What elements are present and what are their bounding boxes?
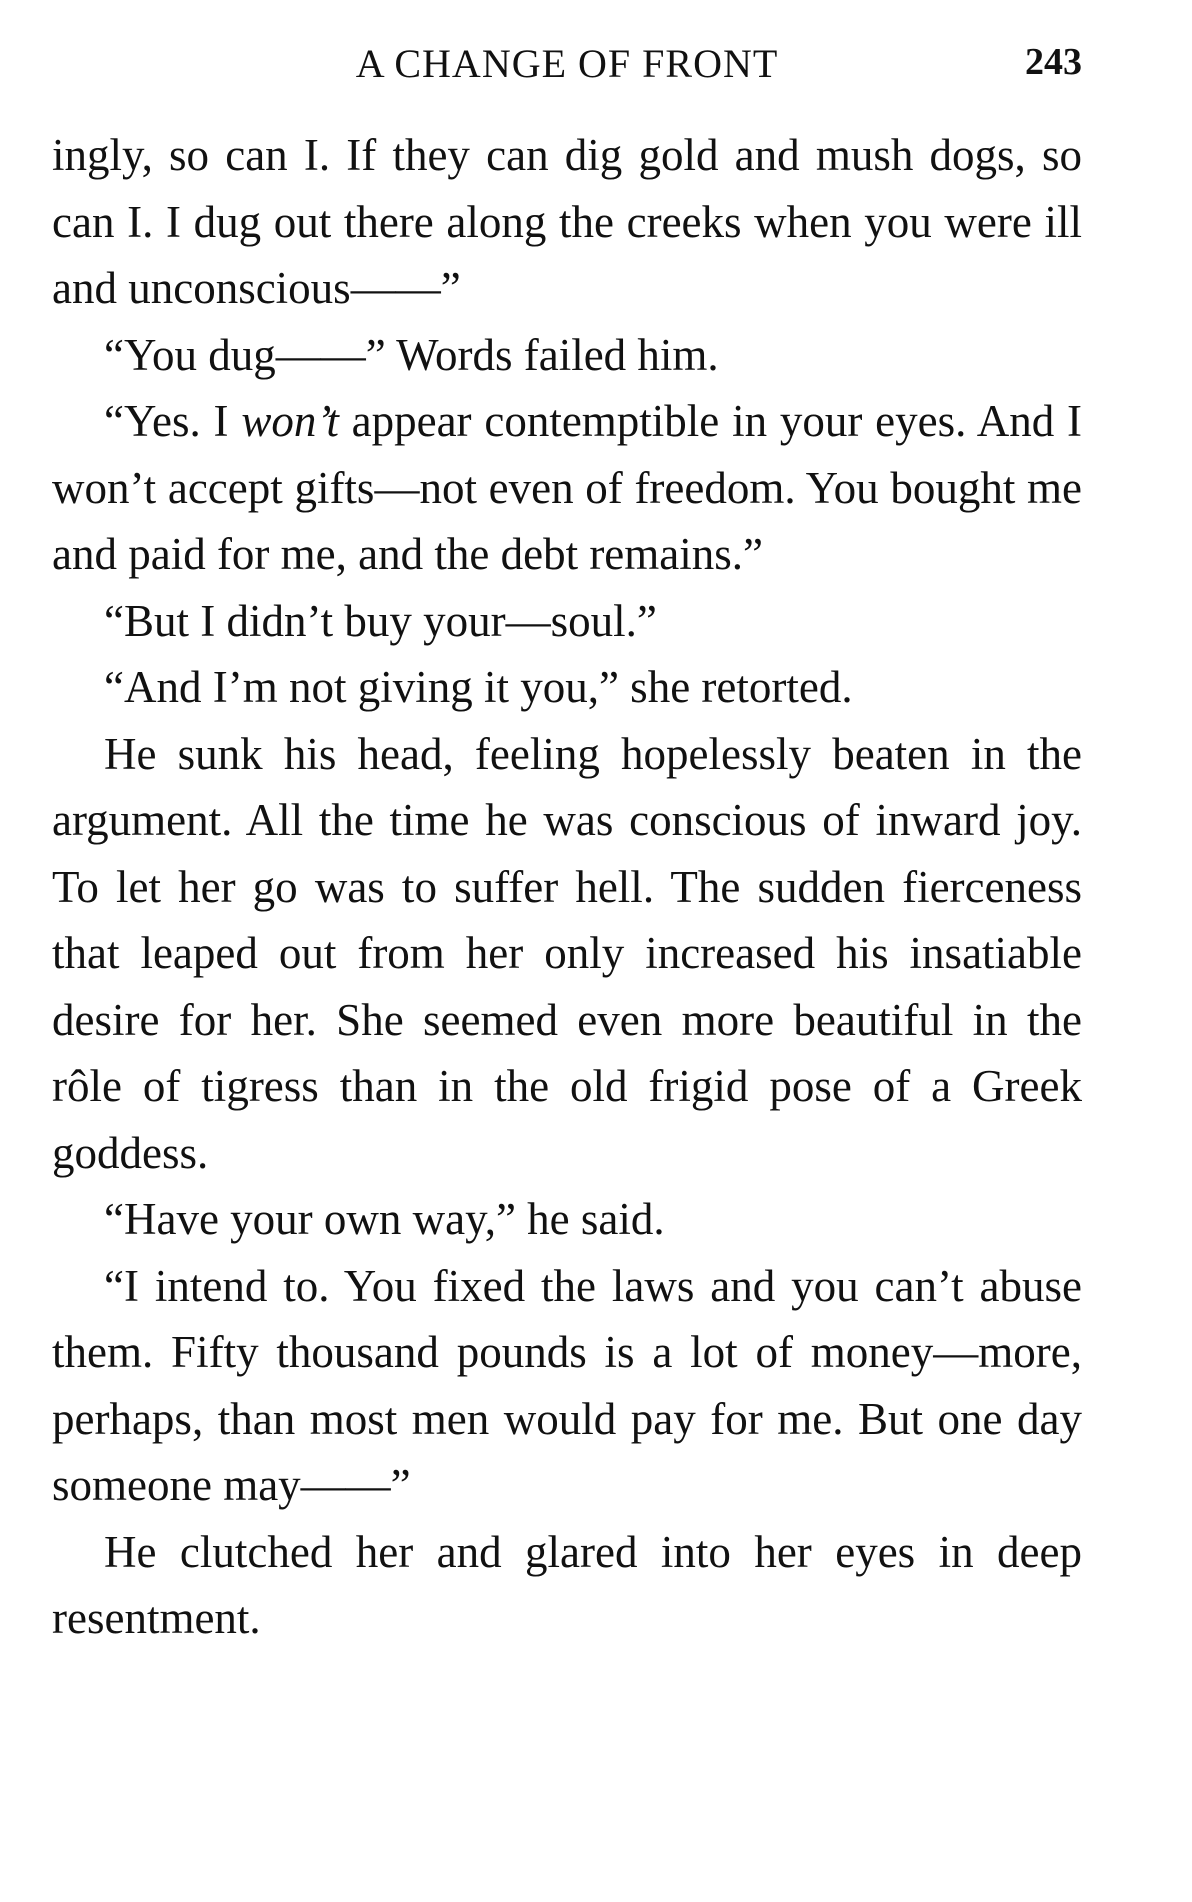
paragraph-wont-appear xyxy=(52,388,1082,588)
running-title: A CHANGE OF FRONT xyxy=(355,41,779,86)
emphasis-wont: won’t xyxy=(241,396,339,446)
paragraph-sunk-head: He sunk his head, feeling hopelessly beaten in the argument. All the time he was conscious of inward joy. To let her go was to suffer hell. The sudden fierceness that leaped out from her only increased his insatiable desire for her. She seemed even more beautiful in the rôle of tigress than in the old frigid pose of a Greek goddess. xyxy=(52,728,1082,1178)
paragraph-own-way: “Have your own way,” he said. xyxy=(104,1194,665,1244)
paragraph-continuation: ingly, so can I. If they can dig gold and mush dogs, so can I. I dug out there along the creeks when you were ill and unconscious——” xyxy=(52,130,1082,313)
body-text xyxy=(52,122,1082,1652)
paragraph-retorted: “And I’m not giving it you,” she retorted. xyxy=(104,662,853,712)
paragraph-you-dug: “You dug——” Words failed him. xyxy=(104,329,719,380)
paragraph-text-end: appear contemptible in your eyes. And I won’t accept gifts—not even of freedom. You bought me and paid for me, and the debt remains.” xyxy=(52,396,1082,579)
paragraph-clutched: He clutched her and glared into her eyes in deep resentment. xyxy=(52,1526,1082,1643)
page-header xyxy=(52,40,1082,90)
paragraph-intend-to: “I intend to. You fixed the laws and you can’t abuse them. Fifty thousand pounds is a lot of money—more, perhaps, than most men would pay for me. But one day someone may——” xyxy=(52,1260,1082,1510)
paragraph-buy-soul: “But I didn’t buy your—soul.” xyxy=(104,595,657,646)
page-number: 243 xyxy=(1025,41,1082,83)
paragraph-text-start: “Yes. I xyxy=(104,396,242,446)
